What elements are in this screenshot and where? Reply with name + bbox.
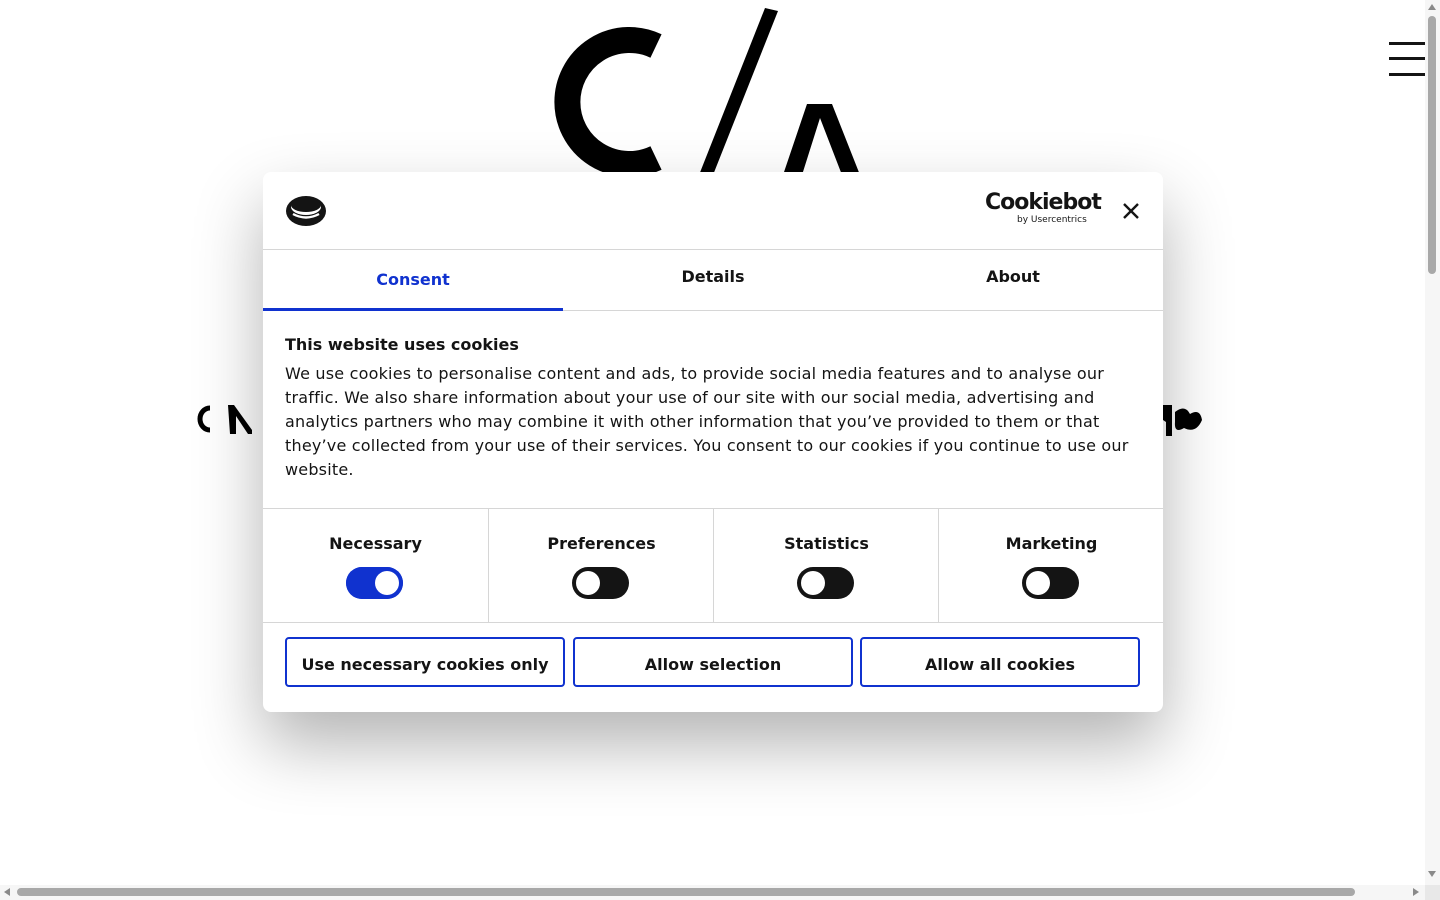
close-icon[interactable] <box>1121 201 1141 221</box>
scroll-down-arrow-icon[interactable] <box>1428 871 1436 877</box>
scrollbar-corner <box>1425 885 1440 900</box>
toggle-knob <box>1026 571 1050 595</box>
dialog-tabs <box>263 250 1163 311</box>
tab-about[interactable] <box>863 250 1163 310</box>
category-statistics <box>713 509 939 622</box>
scroll-up-arrow-icon[interactable] <box>1428 4 1436 10</box>
tab-about-label: About <box>986 267 1040 286</box>
horizontal-scrollbar[interactable] <box>0 885 1425 900</box>
cookiebot-brand[interactable] <box>985 190 1101 228</box>
tab-consent[interactable] <box>263 250 563 310</box>
decorative-glyph-left <box>190 400 260 440</box>
consent-title: This website uses cookies <box>285 335 519 354</box>
toggle-preferences[interactable] <box>572 567 629 599</box>
toggle-statistics[interactable] <box>797 567 854 599</box>
hamburger-icon[interactable] <box>1389 42 1426 76</box>
toggle-necessary[interactable] <box>346 567 403 599</box>
tab-details[interactable] <box>563 250 863 310</box>
cookie-consent-dialog <box>263 172 1163 712</box>
tab-details-label: Details <box>681 267 745 286</box>
site-logo[interactable] <box>530 0 870 175</box>
scroll-left-arrow-icon[interactable] <box>4 888 10 896</box>
toggle-marketing[interactable] <box>1022 567 1079 599</box>
dialog-header <box>263 172 1163 250</box>
category-preferences <box>488 509 714 622</box>
category-marketing <box>938 509 1163 622</box>
toggle-knob <box>801 571 825 595</box>
category-statistics-label: Statistics <box>784 534 869 553</box>
category-marketing-label: Marketing <box>1005 534 1098 553</box>
category-preferences-label: Preferences <box>547 534 656 553</box>
category-necessary-label: Necessary <box>329 534 422 553</box>
allow-selection-button[interactable]: Allow selection <box>573 637 853 687</box>
toggle-knob <box>576 571 600 595</box>
category-necessary <box>263 509 488 622</box>
scroll-right-arrow-icon[interactable] <box>1413 888 1419 896</box>
allow-all-cookies-button[interactable]: Allow all cookies <box>860 637 1140 687</box>
brand-subtitle: by Usercentrics <box>1017 215 1087 225</box>
brand-name: Cookiebot <box>985 190 1101 215</box>
active-tab-indicator <box>263 308 563 311</box>
cookiebot-logo-icon <box>285 194 327 228</box>
toggle-knob <box>375 571 399 595</box>
use-necessary-only-button[interactable]: Use necessary cookies only <box>285 637 565 687</box>
consent-description: We use cookies to personalise content and ads, to provide social media features and to analyse our traffic. We also share information about your use of our site with our social media, advertising and analytics partners who may combine it with other information that you’ve provided to them or that they’ve collected from your use of their services. You consent to our cookies if you continue to use our website. <box>285 364 1129 479</box>
cookie-categories <box>263 508 1163 623</box>
vertical-scrollbar[interactable] <box>1425 0 1440 885</box>
horizontal-scroll-thumb[interactable] <box>17 888 1355 896</box>
consent-body <box>285 332 1141 482</box>
tab-consent-label: Consent <box>376 270 450 289</box>
vertical-scroll-thumb[interactable] <box>1428 16 1436 274</box>
